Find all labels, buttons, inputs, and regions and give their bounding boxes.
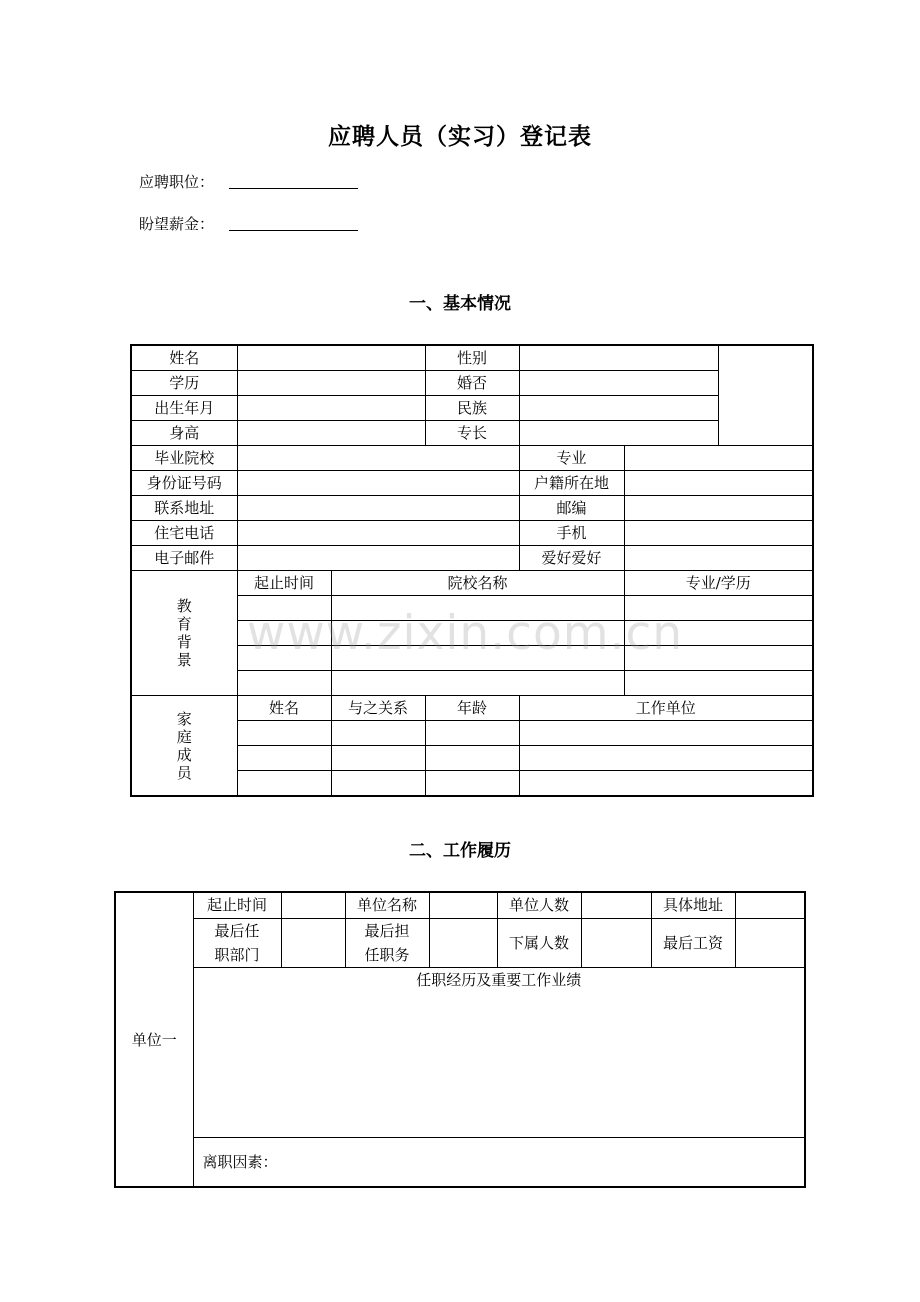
email-label: 电子邮件 [131,546,237,571]
postcode-label: 邮编 [519,496,624,521]
address-cell[interactable] [237,496,519,521]
edu-major-cell[interactable] [624,646,813,671]
section-work-title: 二、工作履历 [409,841,511,861]
family-header-age: 年龄 [425,696,519,721]
last-salary-label: 最后工资 [651,918,735,967]
last-post-cell[interactable] [429,918,497,967]
edu-major-cell[interactable] [624,596,813,621]
family-members-text: 家庭成员 [176,709,192,782]
basic-info-table [130,344,814,797]
birth-label: 出生年月 [131,396,237,421]
ethnicity-cell[interactable] [519,396,718,421]
education-cell[interactable] [237,371,425,396]
id-number-label: 身份证号码 [131,471,237,496]
family-header-name: 姓名 [237,696,331,721]
family-employer-cell[interactable] [519,771,813,797]
family-name-cell[interactable] [237,721,331,746]
ethnicity-label: 民族 [425,396,519,421]
family-relation-cell[interactable] [331,746,425,771]
family-header-relation: 与之关系 [331,696,425,721]
education-label: 学历 [131,371,237,396]
family-relation-cell[interactable] [331,771,425,797]
company-name-cell[interactable] [429,892,497,918]
family-employer-cell[interactable] [519,746,813,771]
marital-label: 婚否 [425,371,519,396]
subordinates-label: 下属人数 [497,918,581,967]
watermark: www.zixin.com.cn [246,606,684,661]
family-name-cell[interactable] [237,746,331,771]
postcode-cell[interactable] [624,496,813,521]
hobby-cell[interactable] [624,546,813,571]
mobile-label: 手机 [519,521,624,546]
last-dept-text: 最后任职部门 [214,921,260,964]
salary-label: 盼望薪金： [139,215,215,233]
education-background-text: 教育背景 [176,597,192,669]
family-name-cell[interactable] [237,771,331,797]
edu-major-cell[interactable] [624,671,813,696]
edu-header-major: 专业/学历 [624,571,813,596]
family-age-cell[interactable] [425,771,519,797]
name-label: 姓名 [131,345,237,371]
school-cell[interactable] [237,446,519,471]
mobile-cell[interactable] [624,521,813,546]
height-label: 身高 [131,421,237,446]
hukou-cell[interactable] [624,471,813,496]
email-cell[interactable] [237,546,519,571]
last-post-text: 最后担任职务 [364,921,410,964]
subordinates-cell[interactable] [581,918,651,967]
unit-one-label: 单位一 [115,892,193,1187]
hobby-label: 爱好爱好 [519,546,624,571]
last-dept-cell[interactable] [281,918,345,967]
family-age-cell[interactable] [425,721,519,746]
address-label: 联系地址 [131,496,237,521]
edu-school-cell[interactable] [331,596,624,621]
last-dept-label [193,918,281,967]
edu-school-cell[interactable] [331,671,624,696]
company-address-label: 具体地址 [651,892,735,918]
position-input-line[interactable] [229,188,358,189]
specialty-cell[interactable] [519,421,718,446]
edu-school-cell[interactable] [331,621,624,646]
company-size-label: 单位人数 [497,892,581,918]
edu-header-period: 起止时间 [237,571,331,596]
work-history-table [114,891,806,1188]
position-label: 应聘职位： [139,173,215,191]
home-phone-cell[interactable] [237,521,519,546]
hukou-label: 户籍所在地 [519,471,624,496]
gender-cell[interactable] [519,345,718,371]
salary-input-line[interactable] [229,230,358,231]
edu-major-cell[interactable] [624,621,813,646]
home-phone-label: 住宅电话 [131,521,237,546]
edu-header-school: 院校名称 [331,571,624,596]
family-age-cell[interactable] [425,746,519,771]
company-size-cell[interactable] [581,892,651,918]
family-employer-cell[interactable] [519,721,813,746]
major-label: 专业 [519,446,624,471]
last-salary-cell[interactable] [735,918,805,967]
school-label: 毕业院校 [131,446,237,471]
name-cell[interactable] [237,345,425,371]
leave-reason-label: 离职因素： [202,1152,278,1171]
family-relation-cell[interactable] [331,721,425,746]
edu-period-cell[interactable] [237,621,331,646]
family-members-label [131,696,237,797]
page-title: 应聘人员（实习）登记表 [328,123,592,150]
last-post-label [345,918,429,967]
experience-cell[interactable] [193,967,805,1137]
edu-period-cell[interactable] [237,646,331,671]
height-cell[interactable] [237,421,425,446]
education-background-label [131,571,237,696]
gender-label: 性别 [425,345,519,371]
experience-label: 任职经历及重要工作业绩 [416,970,582,989]
major-cell[interactable] [624,446,813,471]
period-label: 起止时间 [193,892,281,918]
leave-reason-cell[interactable] [193,1137,805,1187]
period-cell[interactable] [281,892,345,918]
id-number-cell[interactable] [237,471,519,496]
company-address-cell[interactable] [735,892,805,918]
family-header-employer: 工作单位 [519,696,813,721]
edu-school-cell[interactable] [331,646,624,671]
photo-cell[interactable] [718,345,813,446]
section-basic-title: 一、基本情况 [409,294,511,314]
birth-cell[interactable] [237,396,425,421]
edu-period-cell[interactable] [237,671,331,696]
specialty-label: 专长 [425,421,519,446]
edu-period-cell[interactable] [237,596,331,621]
marital-cell[interactable] [519,371,718,396]
company-name-label: 单位名称 [345,892,429,918]
